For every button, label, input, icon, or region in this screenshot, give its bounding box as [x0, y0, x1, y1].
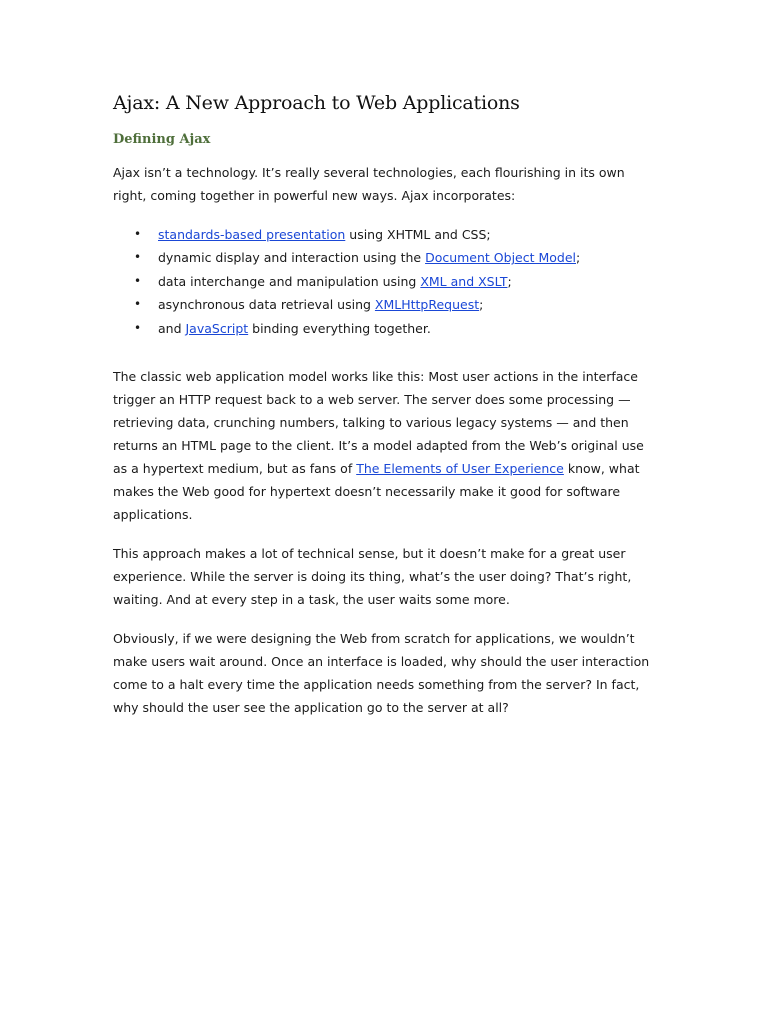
- link-standards-based-presentation[interactable]: standards-based presentation: [158, 227, 346, 242]
- list-item: [113, 293, 658, 316]
- technology-list: [113, 223, 658, 340]
- text-line: Obviously, if we were designing the Web from scratch for applications, we wouldn’t: [113, 631, 635, 647]
- list-item-text: ;: [576, 250, 581, 266]
- text-line: returns an HTML page to the client. It’s a model adapted from the Web’s original use: [113, 438, 644, 454]
- text-line: retrieving data, crunching numbers, talking to various legacy systems — and then: [113, 415, 629, 431]
- link-document-object-model[interactable]: Document Object Model: [425, 250, 577, 266]
- bullet-icon: •: [134, 250, 142, 265]
- classic-model-paragraph: [113, 365, 658, 526]
- approach-paragraph: [113, 542, 658, 611]
- link-javascript[interactable]: JavaScript: [185, 320, 249, 336]
- text-line: applications.: [113, 507, 193, 523]
- text-line: Ajax isn’t a technology. It’s really several technologies, each flourishing in its own: [113, 165, 625, 180]
- bullet-icon: •: [134, 320, 142, 335]
- text-segment: know, what: [563, 461, 640, 477]
- text-line: come to a halt every time the application needs something from the server? In fact,: [113, 677, 640, 693]
- text-line: why should the user see the application go to the server at all?: [113, 700, 509, 716]
- text-line: makes the Web good for hypertext doesn’t necessarily make it good for software: [113, 484, 621, 500]
- bullet-icon: •: [134, 297, 142, 312]
- text-line: [113, 457, 658, 480]
- list-item-text: ;: [479, 297, 484, 313]
- list-item-text: dynamic display and interaction using the: [158, 250, 426, 266]
- list-item-text: binding everything together.: [248, 320, 431, 336]
- text-segment: as a hypertext medium, but as fans of: [113, 461, 357, 477]
- link-elements-of-user-experience[interactable]: The Elements of User Experience: [356, 461, 564, 477]
- list-item-text: data interchange and manipulation using: [158, 273, 421, 289]
- link-xml-and-xslt[interactable]: XML and XSLT: [420, 273, 508, 289]
- list-item: [113, 223, 658, 246]
- bullet-icon: •: [134, 273, 142, 288]
- bullet-icon: •: [134, 227, 142, 241]
- designing-web-paragraph: [113, 627, 658, 719]
- section-heading: Defining Ajax: [113, 132, 211, 147]
- article-title: Ajax: A New Approach to Web Applications: [113, 92, 520, 114]
- list-item-text: and: [158, 320, 186, 336]
- text-line: make users wait around. Once an interface is loaded, why should the user interaction: [113, 654, 650, 670]
- list-item-text: using XHTML and CSS;: [345, 227, 491, 242]
- text-line: This approach makes a lot of technical sense, but it doesn’t make for a great user: [113, 546, 626, 562]
- list-item-text: asynchronous data retrieval using: [158, 297, 375, 313]
- document-page: [113, 92, 658, 735]
- text-line: trigger an HTTP request back to a web server. The server does some processing —: [113, 392, 631, 408]
- text-line: The classic web application model works like this: Most user actions in the interface: [113, 369, 638, 385]
- text-line: experience. While the server is doing its thing, what’s the user doing? That’s right,: [113, 569, 632, 585]
- list-item: [113, 317, 658, 340]
- intro-paragraph: [113, 161, 658, 207]
- list-item: [113, 270, 658, 293]
- link-xmlhttprequest[interactable]: XMLHttpRequest: [374, 297, 480, 313]
- list-item: [113, 246, 658, 269]
- text-line: waiting. And at every step in a task, the user waits some more.: [113, 592, 510, 608]
- text-line: right, coming together in powerful new ways. Ajax incorporates:: [113, 188, 516, 203]
- list-item-text: ;: [507, 273, 512, 289]
